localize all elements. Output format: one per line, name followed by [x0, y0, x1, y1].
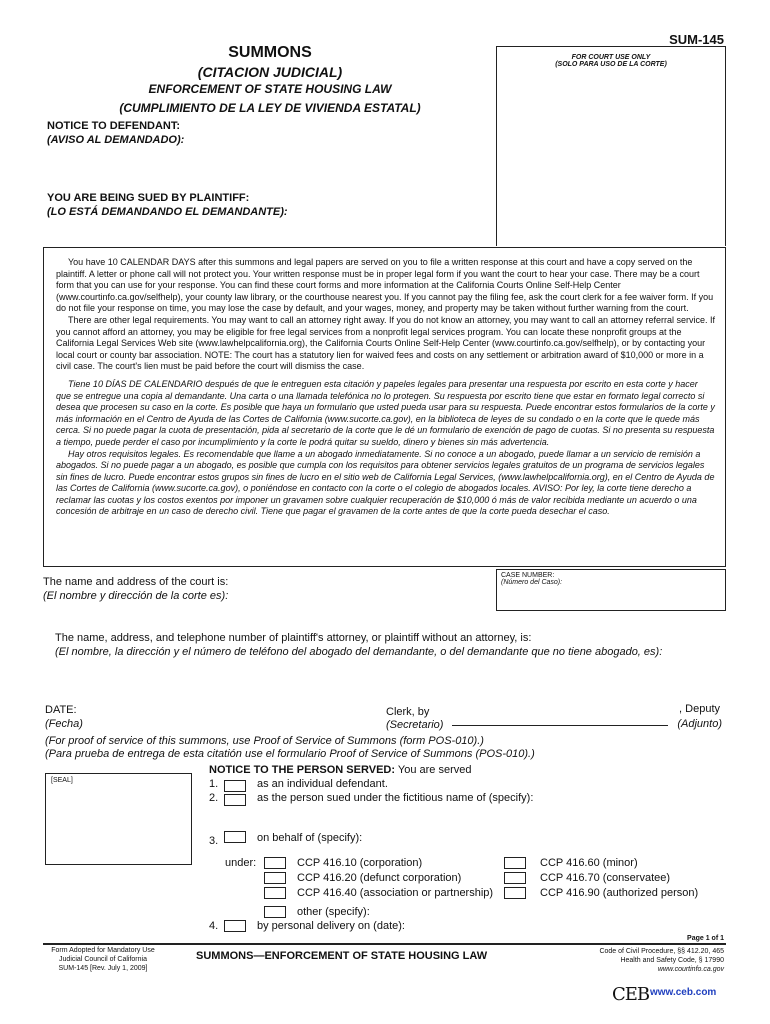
notice-box	[43, 247, 726, 567]
person-served-heading	[209, 764, 471, 776]
notice-en-p1: You have 10 CALENDAR DAYS after this summons and legal papers are served on you to file a written response at this court and have a copy served on the plaintiff. A letter or phone call will not protect you. Your written response must be in proper legal form if you want the court to hear your case. There may be a court form that you can use for your response. You can find these court forms and more information at the California Courts Online Self-Help Center (www.courtinfo.ca.gov/selfhelp), your county law library, or the courthouse nearest you. If you cannot pay the filing fee, ask the court clerk for a fee waiver form. If you do not file your response on time, you may lose the case by default, and your wages, money, and property may be taken without further warning from the court.	[56, 257, 714, 314]
on-behalf-label: on behalf of (specify):	[257, 832, 363, 844]
ccp-416-40-checkbox[interactable]	[264, 887, 286, 899]
court-name-label-es: (El nombre y dirección de la corte es):	[43, 590, 229, 602]
personal-delivery-label: by personal delivery on (date):	[257, 920, 405, 932]
option-1-number: 1.	[209, 778, 219, 790]
deputy-label-es: (Adjunto)	[677, 718, 722, 730]
notice-es-p2: Hay otros requisitos legales. Es recomendable que llame a un abogado inmediatamente. Si no conoce a un abogado, puede llamar a un servicio de remisión a abogados. Si no puede pagar a un abogado, es posible que cumpla con los requisitos para obtener servicios legales gratuitos de un programa de servicios legales sin fines de lucro. Puede encontrar estos grupos sin fines de lucro en el sitio web de California Legal Services, (www.lawhelpcalifornia.org), en el Centro de Ayuda de las Cortes de California (www.sucorte.ca.gov), o poniéndose en contacto con la corte o el colegio de abogados locales. AVISO: Por ley, la corte tiene derecho a reclamar las cuotas y los costos exentos por imponer un gravamen sobre cualquier recuperación de $10,000 ó más de valor recibida mediante un acuerdo o una concesión de arbitraje en un caso de derecho civil. Tiene que pagar el gravamen de la corte antes de que la corte pueda desechar el caso.	[56, 448, 715, 517]
clerk-label: Clerk, by	[386, 706, 430, 718]
on-behalf-checkbox[interactable]	[224, 831, 246, 843]
individual-defendant-label: as an individual defendant.	[257, 778, 388, 790]
code-ref-line3: www.courtinfo.ca.gov	[657, 966, 724, 973]
court-use-label: FOR COURT USE ONLY	[571, 54, 651, 61]
footer-title: SUMMONS—ENFORCEMENT OF STATE HOUSING LAW	[196, 950, 488, 962]
title-es: (CITACION JUDICIAL)	[197, 64, 343, 80]
date-label: DATE:	[45, 704, 77, 716]
seal-box	[45, 773, 192, 865]
ccp-416-10-label: CCP 416.10 (corporation)	[297, 857, 423, 869]
ccp-416-70-label: CCP 416.70 (conservatee)	[540, 872, 671, 884]
ceb-logo: CEB	[612, 984, 650, 1005]
code-ref-line1: Code of Civil Procedure, §§ 412.20, 465	[599, 948, 724, 955]
notice-defendant-label-es: (AVISO AL DEMANDADO):	[47, 134, 185, 146]
option-2-number: 2.	[209, 792, 219, 804]
footer-rule	[43, 943, 726, 945]
case-number-label: CASE NUMBER:	[501, 572, 555, 579]
person-served-heading-rest: You are served	[397, 764, 472, 776]
subtitle-es: (CUMPLIMIENTO DE LA LEY DE VIVIENDA ESTATAL)	[119, 101, 421, 115]
proof-of-service-note: (For proof of service of this summons, use Proof of Service of Summons (form POS-010).)	[45, 735, 484, 747]
deputy-label: , Deputy	[679, 703, 720, 715]
ccp-416-10-checkbox[interactable]	[264, 857, 286, 869]
attorney-label-es: (El nombre, la dirección y el número de teléfono del abogado del demandante, o del demandante que no tiene abogado, es):	[55, 646, 663, 658]
ccp-416-20-label: CCP 416.20 (defunct corporation)	[297, 872, 462, 884]
case-number-label-es: (Número del Caso):	[501, 579, 563, 586]
notice-en-p2: There are other legal requirements. You may want to call an attorney right away. If you do not know an attorney, you may want to call an attorney referral service. If you cannot afford an attorney, you may be eligible for free legal services from a nonprofit legal services program. You can locate these nonprofit groups at the California Legal Services Web site (www.lawhelpcalifornia.org), the California Courts Online Self-Help Center (www.courtinfo.ca.gov/selfhelp), or by contacting your local court or county bar association. NOTE: The court has a statutory lien for waived fees and costs on any settlement or arbitration award of $10,000 or more in a civil case. The court's lien must be paid before the court will dismiss the case.	[56, 314, 716, 372]
proof-of-service-note-es: (Para prueba de entrega de esta citatión use el formulario Proof of Service of Summons (POS-010).)	[45, 748, 535, 760]
option-4-number: 4.	[209, 920, 219, 932]
ccp-416-60-checkbox[interactable]	[504, 857, 526, 869]
notice-es-p1: Tiene 10 DÍAS DE CALENDARIO después de que le entreguen esta citación y papeles legales para presentar una respuesta por escrito en esta corte y hacer que se entregue una copia al demandante. Una carta o una llamada telefónica no lo protegen. Su respuesta por escrito tiene que estar en formato legal correcto si desea que procesen su caso en la corte. Es posible que haya un formulario que usted pueda usar para su respuesta. Puede encontrar estos formularios de la corte y más información en el Centro de Ayuda de las Cortes de California (www.sucorte.ca.gov), en la biblioteca de leyes de su condado o en la corte que le quede más cerca. Si no puede pagar la cuota de presentación, pida al secretario de la corte que le dé un formulario de exención de pago de cuotas. Si no presenta su respuesta a tiempo, puede perder el caso por incumplimiento y la corte le podrá quitar su sueldo, dinero y bienes sin más advertencia.	[56, 378, 715, 447]
notice-defendant-label: NOTICE TO DEFENDANT:	[47, 120, 181, 132]
case-number-box[interactable]	[496, 569, 726, 611]
personal-delivery-checkbox[interactable]	[224, 920, 246, 932]
ccp-416-20-checkbox[interactable]	[264, 872, 286, 884]
other-label: other (specify):	[297, 906, 370, 918]
subtitle: ENFORCEMENT OF STATE HOUSING LAW	[148, 82, 392, 96]
seal-label: [SEAL]	[51, 777, 73, 784]
clerk-label-es: (Secretario)	[386, 719, 444, 731]
option-3-number: 3.	[209, 835, 219, 847]
ccp-416-40-label: CCP 416.40 (association or partnership)	[297, 887, 494, 899]
plaintiff-label-es: (LO ESTÁ DEMANDANDO EL DEMANDANTE):	[47, 206, 288, 218]
title: SUMMONS	[228, 44, 312, 61]
date-label-es: (Fecha)	[45, 718, 83, 730]
ceb-url-link[interactable]: www.ceb.com	[650, 987, 717, 998]
person-served-heading-bold: NOTICE TO THE PERSON SERVED:	[209, 764, 396, 776]
fictitious-name-checkbox[interactable]	[224, 794, 246, 806]
ccp-416-60-label: CCP 416.60 (minor)	[540, 857, 638, 869]
form-code: SUM-145	[669, 32, 724, 47]
court-use-box[interactable]	[496, 46, 726, 246]
form-adopted-line1: Form Adopted for Mandatory Use	[51, 947, 155, 954]
individual-defendant-checkbox[interactable]	[224, 780, 246, 792]
under-label: under:	[225, 857, 257, 869]
form-adopted-line3: SUM-145 [Rev. July 1, 2009]	[58, 965, 148, 972]
code-references	[599, 947, 724, 974]
form-adopted-line2: Judicial Council of California	[59, 956, 147, 963]
plaintiff-label: YOU ARE BEING SUED BY PLAINTIFF:	[47, 192, 250, 204]
ccp-416-70-checkbox[interactable]	[504, 872, 526, 884]
attorney-label: The name, address, and telephone number of plaintiff's attorney, or plaintiff without an attorney, is:	[55, 632, 532, 644]
fictitious-name-label: as the person sued under the fictitious name of (specify):	[257, 792, 534, 804]
court-use-label-es: (SOLO PARA USO DE LA CORTE)	[555, 61, 667, 68]
code-ref-line2: Health and Safety Code, § 17990	[620, 957, 724, 964]
other-checkbox[interactable]	[264, 906, 286, 918]
ccp-416-90-checkbox[interactable]	[504, 887, 526, 899]
page-number: Page 1 of 1	[687, 935, 724, 942]
form-adopted	[43, 946, 163, 973]
court-name-label: The name and address of the court is:	[43, 576, 229, 588]
ccp-416-90-label: CCP 416.90 (authorized person)	[540, 887, 699, 899]
clerk-signature-line[interactable]	[452, 725, 668, 726]
